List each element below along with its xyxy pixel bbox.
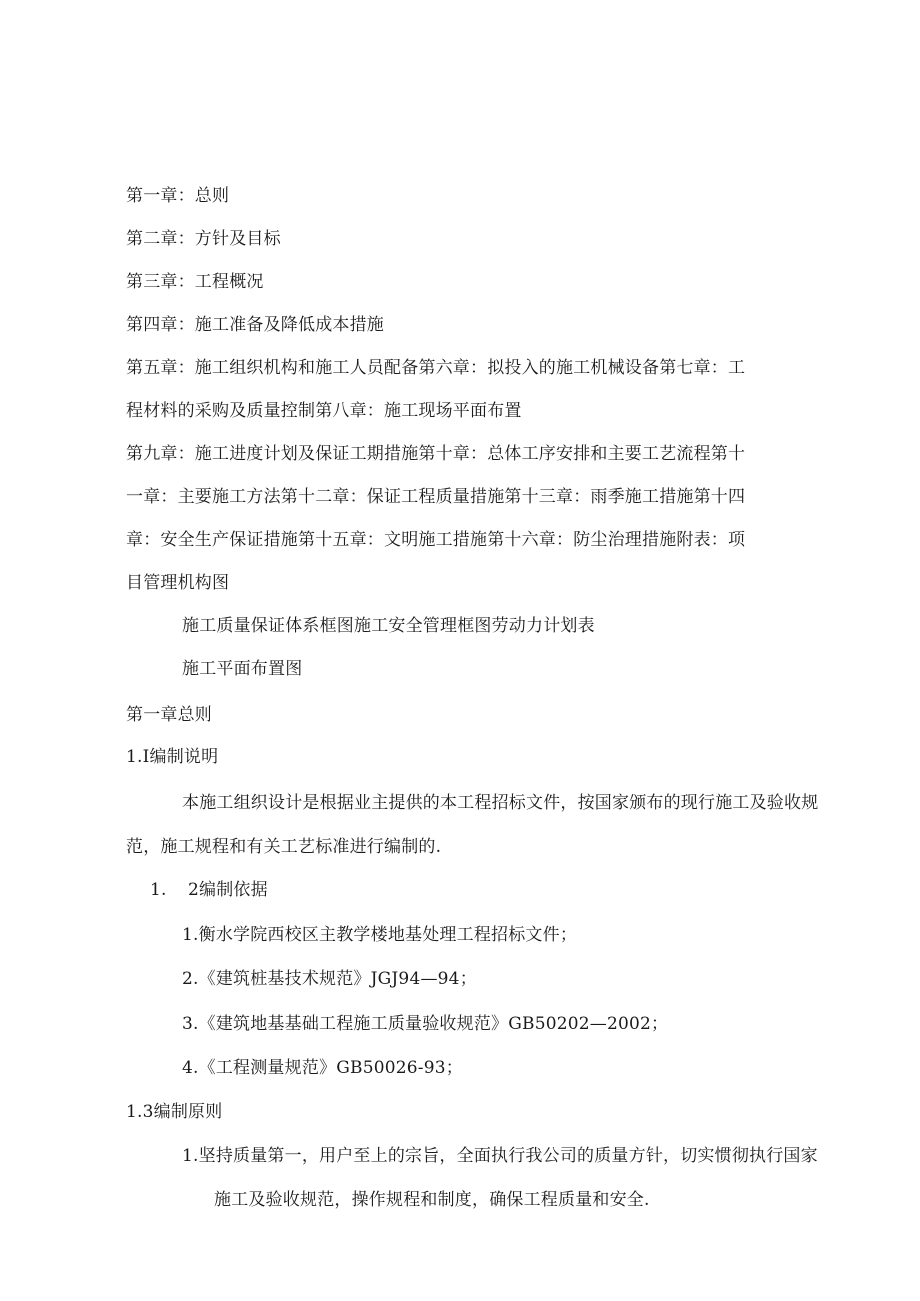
principle-item-1-line-2: 施工及验收规范，操作规程和制度，确保工程质量和安全. (214, 1190, 650, 1210)
principle-item-1-line-1: 1.坚持质量第一，用户至上的宗旨，全面执行我公司的质量方针，切实惯彻执行国家 (182, 1146, 818, 1166)
section-1-1-title: 1.I编制说明 (126, 747, 219, 767)
section-1-2-number: 1. (150, 880, 167, 900)
toc-chapters-5-8-line-1: 第五章：施工组织机构和施工人员配备第六章：拟投入的施工机械设备第七章：工 (126, 358, 746, 378)
basis-list-item-1: 1.衡水学院西校区主教学楼地基处理工程招标文件； (182, 925, 578, 945)
toc-chapters-9-16-line-3: 章：安全生产保证措施第十五章：文明施工措施第十六章：防尘治理措施附表：项 (126, 530, 746, 550)
section-1-1-paragraph-line-1: 本施工组织设计是根据业主提供的本工程招标文件，按国家颁布的现行施工及验收规 (182, 793, 819, 813)
basis-list-item-4: 4.《工程测量规范》GB50026-93； (182, 1058, 463, 1078)
toc-appendix-line-2: 施工平面布置图 (182, 659, 303, 679)
toc-chapter-1: 第一章：总则 (126, 186, 230, 206)
toc-chapters-9-16-line-4: 目管理机构图 (126, 573, 230, 593)
toc-chapters-9-16-line-1: 第九章：施工进度计划及保证工期措施第十章：总体工序安排和主要工艺流程第十 (126, 444, 746, 464)
toc-chapters-9-16-line-2: 一章：主要施工方法第十二章：保证工程质量措施第十三章：雨季施工措施第十四 (126, 487, 746, 507)
toc-appendix-line-1: 施工质量保证体系框图施工安全管理框图劳动力计划表 (182, 616, 595, 636)
toc-chapter-3: 第三章：工程概况 (126, 272, 264, 292)
section-1-2-title: 2编制依据 (188, 880, 268, 900)
chapter-title: 第一章总则 (126, 705, 212, 725)
section-1-3-title: 1.3编制原则 (126, 1102, 223, 1122)
toc-chapter-4: 第四章：施工准备及降低成本措施 (126, 315, 384, 335)
section-1-1-paragraph-line-2: 范，施工规程和有关工艺标准进行编制的. (126, 837, 442, 857)
basis-list-item-3: 3.《建筑地基基础工程施工质量验收规范》GB50202—2002； (182, 1014, 669, 1034)
toc-chapter-2: 第二章：方针及目标 (126, 229, 281, 249)
basis-list-item-2: 2.《建筑桩基技术规范》JGJ94—94； (182, 969, 477, 989)
toc-chapters-5-8-line-2: 程材料的采购及质量控制第八章：施工现场平面布置 (126, 401, 522, 421)
